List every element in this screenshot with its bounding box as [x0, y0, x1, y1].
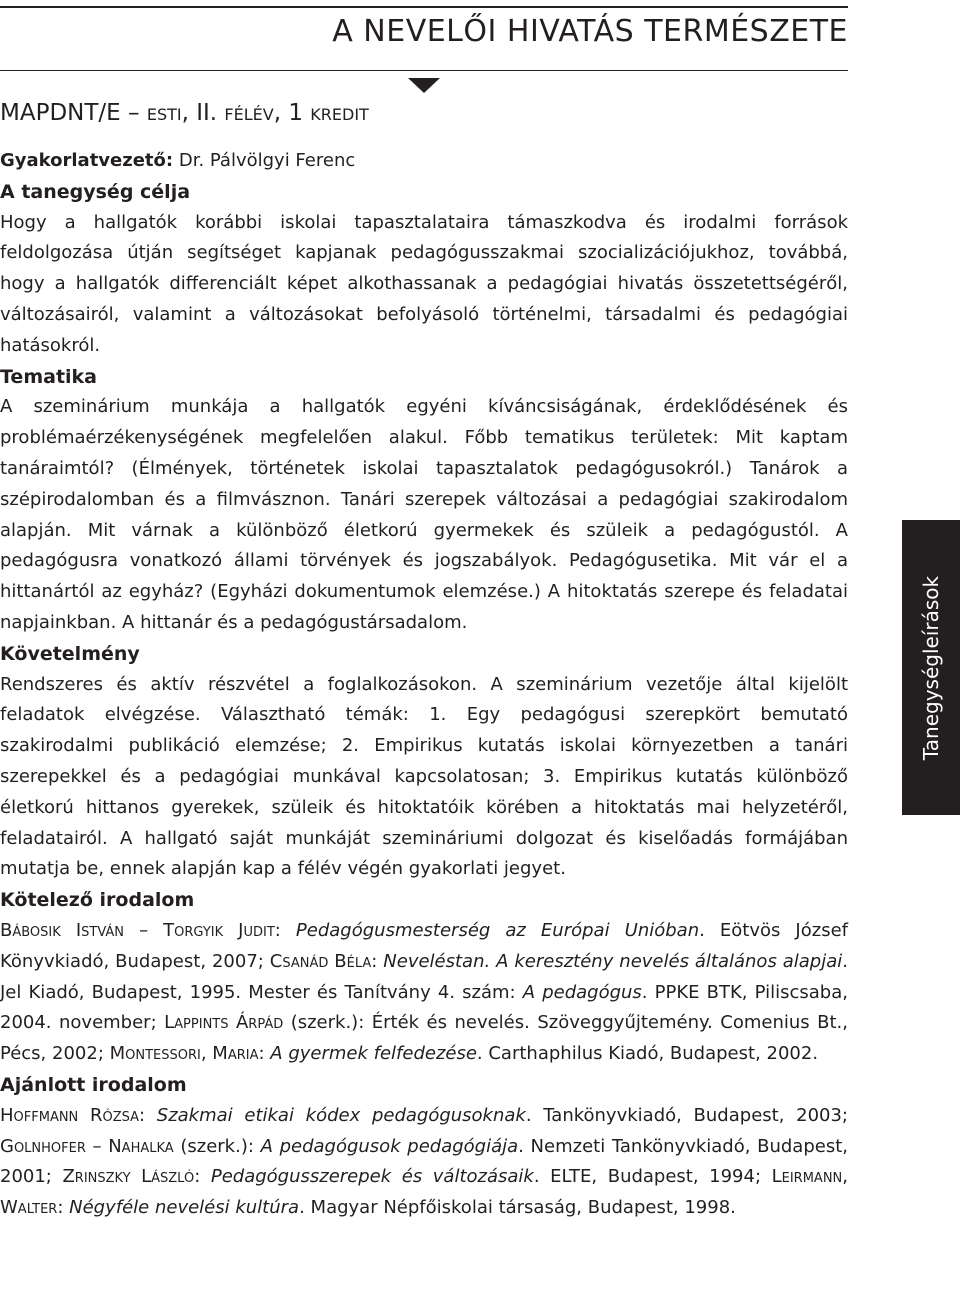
- reference-title: A pedagógus: [522, 981, 642, 1003]
- reference-publisher: . Eötvös József Könyvkiadó, Budapest, 2007;: [0, 919, 848, 972]
- reference-publisher: . ELTE, Budapest, 1994;: [533, 1166, 772, 1188]
- requirements-text: Rendszeres és aktív részvétel a foglalkozásokon. A szeminárium vezetője által kijelölt feladatok elvégzése. Választható témák: 1. Egy pedagógusi szerepkört bemutató szakirodalmi publikáció elemzése; 2. Empirikus kutatás iskolai környezetben a tanári szerepekkel és a pedagógiai munkával kapcsolatosan; 3. Empirikus kutatás különböző életkorú hittanos gyerekek, szüleik és hitoktatóik körében a hitoktatás mai helyzetéről, feladatairól. A hallgató saját munkáját szemináriumi dolgozat és kiselőadás formájában mutatja be, ennek alapján kap a félév végén gyakorlati jegyet.: [0, 673, 848, 880]
- recommended-reading-heading: Ajánlott irodalom: [0, 1073, 187, 1096]
- semester-word: félév: [217, 100, 274, 126]
- reference-title: Neveléstan. A keresztény nevelés általános alapjai: [383, 950, 843, 972]
- reference-publisher: . PPKE BTK, Piliscsaba, 2004. november;: [0, 981, 848, 1034]
- reference-author: Hoffmann Rózsa: [0, 1104, 140, 1126]
- reference-publisher: . Nemzeti Tankönyvkiadó, Budapest, 2001;: [0, 1135, 848, 1188]
- requirements-heading: Követelmény: [0, 642, 140, 665]
- reference-publisher: (szerk.): Érték és nevelés. Szöveggyűjtemény. Comenius Bt., Pécs, 2002;: [0, 1012, 848, 1065]
- required-reading-heading: Kötelező irodalom: [0, 889, 195, 912]
- title-rule: [0, 70, 848, 71]
- course-description: [0, 146, 848, 1224]
- reference-author: Bábosik István – Torgyik Judit: [0, 919, 275, 941]
- reference-title: A pedagógusok pedagógiája: [260, 1135, 519, 1157]
- reference-title: Pedagógusszerepek és változásaik: [210, 1166, 534, 1188]
- instructor-name: Dr. Pálvölgyi Ferenc: [173, 150, 356, 171]
- dash: –: [120, 100, 147, 126]
- reference-publisher: . Tankönyvkiadó, Budapest, 2003;: [525, 1104, 848, 1126]
- top-rule: [0, 6, 848, 8]
- reference-author: Golnhofer – Nahalka: [0, 1135, 174, 1157]
- reference-title: Négyféle nevelési kultúra: [69, 1197, 300, 1219]
- reference-author: Csanád Béla: [269, 950, 372, 972]
- course-mode: esti: [146, 100, 182, 126]
- semester-number: II.: [196, 100, 218, 126]
- page-title: A NEVELŐI HIVATÁS TERMÉSZETE: [332, 14, 848, 49]
- reference-title: A gyermek felfedezése: [270, 1043, 477, 1065]
- credit-word: kredit: [302, 100, 369, 126]
- reference-publisher: . Jel Kiadó, Budapest, 1995. Mester és Tanítvány 4. szám:: [0, 950, 849, 1003]
- required-reading-text: Bábosik István – Torgyik Judit: Pedagógusmesterség az Európai Unióban. Eötvös József Könyvkiadó, Budapest, 2007; Csanád Béla: Neveléstan. A keresztény nevelés általános alapjai. Jel Kiadó, Budapest, 1995. Mester és Tanítvány 4. szám: A pedagógus. PPKE BTK, Piliscsaba, 2004. november; Lappints Árpád (szerk.): Érték és nevelés. Szöveggyűjtemény. Comenius Bt., Pécs, 2002; Montessori, Maria: A gyermek felfedezése. Carthaphilus Kiadó, Budapest, 2002.: [0, 919, 849, 1065]
- reference-title: Szakmai etikai kódex pedagógusoknak: [156, 1104, 526, 1126]
- goal-text: Hogy a hallgatók korábbi iskolai tapasztalataira támaszkodva és irodalmi források feldolgozása útján segítséget kapjanak pedagógusszakmai szocializációjukhoz, továbbá, hogy a hallgatók differenciált képet alkothassanak a pedagógiai hivatás összetettségéről, változásairól, valamint a változásokat befolyásoló történelmi, társadalmi és pedagógiai hatásokról.: [0, 211, 848, 356]
- reference-author: Zrinszky László: [62, 1166, 195, 1188]
- reference-author: Leirmann, Walter: [0, 1166, 848, 1219]
- instructor-label: Gyakorlatvezető:: [0, 150, 174, 171]
- course-code-line: [0, 100, 369, 126]
- topics-text: A szeminárium munkája a hallgatók egyéni kíváncsiságának, érdeklődésének és problémaérzékenységének megfelelően alakul. Főbb tematikus területek: Mit kaptam tanáraimtól? (Élmények, történetek iskolai tapasztalatok pedagógusokról.) Tanárok a szépirodalomban és a filmvásznon. Tanári szerepek változásai a pedagógiai szakirodalom alapján. Mit várnak a különböző életkorú gyermekek és szüleik a pedagógustól. A pedagógusra vonatkozó állami törvények és jogszabályok. Pedagógusetika. Mit vár el a hittanártól az egyház? (Egyházi dokumentumok elemzése.) A hitoktatás szerepe és feladatai napjainkban. A hittanár és a pedagógustársadalom.: [0, 396, 848, 633]
- credit-number: 1: [288, 100, 303, 126]
- reference-title: Pedagógusmesterség az Európai Unióban: [295, 919, 700, 941]
- reference-publisher: . Magyar Népfőiskolai társaság, Budapest, 1998.: [299, 1197, 736, 1219]
- triangle-down-icon: [408, 78, 440, 93]
- separator: ,: [273, 100, 289, 126]
- side-tab-label: Tanegységleírások: [919, 575, 943, 760]
- section-side-tab: [902, 520, 960, 815]
- recommended-reading-text: Hoffmann Rózsa: Szakmai etikai kódex pedagógusoknak. Tankönyvkiadó, Budapest, 2003; Golnhofer – Nahalka (szerk.): A pedagógusok pedagógiája. Nemzeti Tankönyvkiadó, Budapest, 2001; Zrinszky László: Pedagógusszerepek és változásaik. ELTE, Budapest, 1994; Leirmann, Walter: Négyféle nevelési kultúra. Magyar Népfőiskolai társaság, Budapest, 1998.: [0, 1104, 848, 1219]
- reference-publisher: . Carthaphilus Kiadó, Budapest, 2002.: [476, 1043, 819, 1065]
- course-code: MAPDNT/E: [0, 100, 121, 126]
- reference-editor-note: (szerk.):: [173, 1135, 261, 1157]
- reference-author: Montessori, Maria: [109, 1043, 259, 1065]
- topics-heading: Tematika: [0, 365, 97, 388]
- goal-heading: A tanegység célja: [0, 180, 191, 203]
- instructor-line: [0, 146, 848, 177]
- separator: ,: [181, 100, 197, 126]
- reference-author: Lappints Árpád: [164, 1012, 284, 1034]
